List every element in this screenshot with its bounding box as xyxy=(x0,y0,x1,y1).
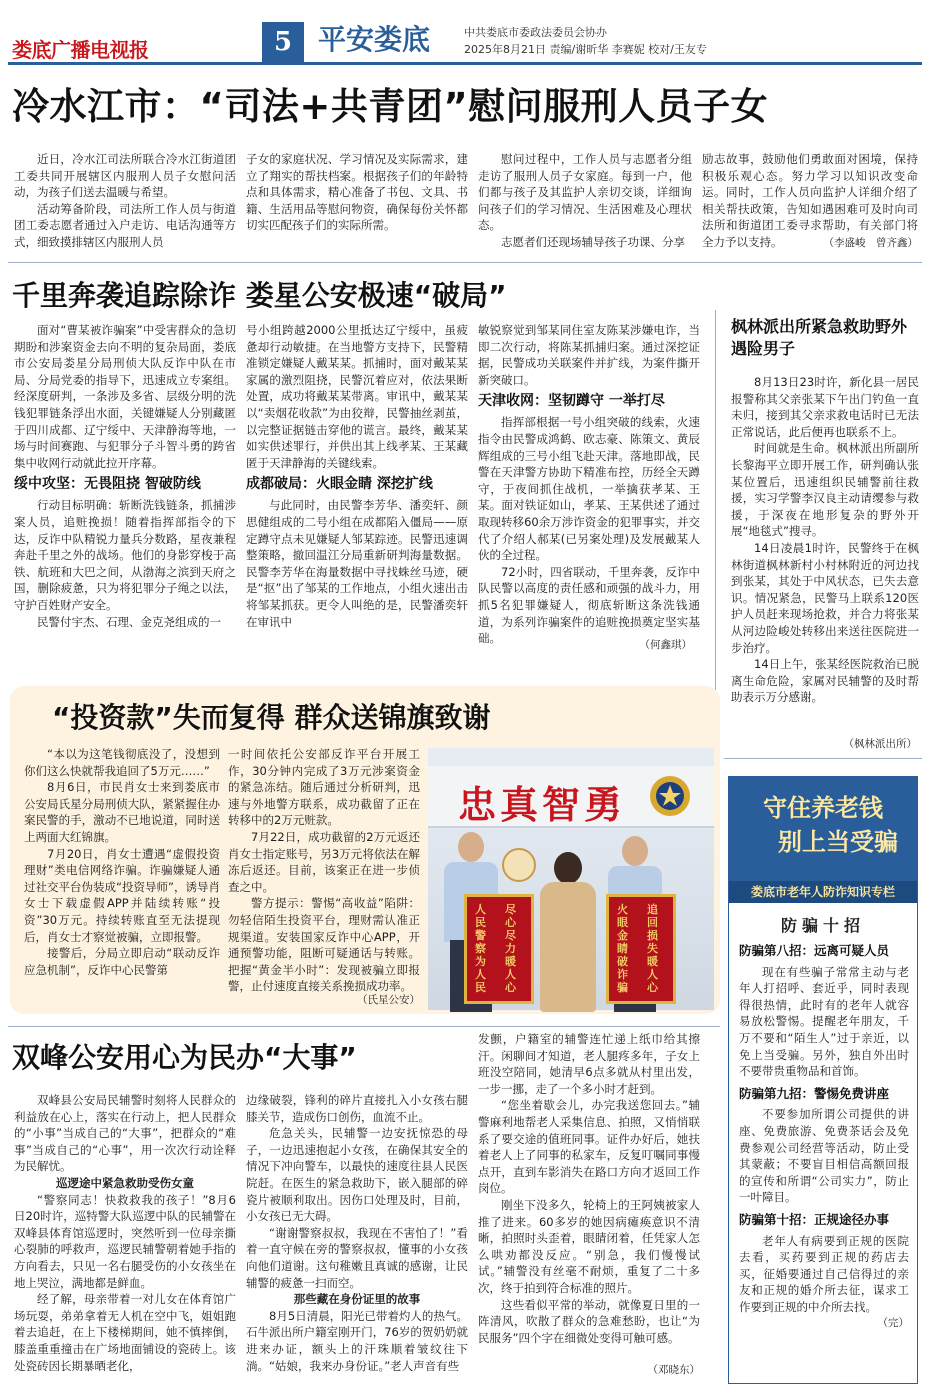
divider xyxy=(724,758,922,759)
article1-col3: 慰问过程中，工作人员与志愿者分组走访了服刑人员子女家庭。每到一户，他们都与孩子及其监护人亲切交谈，详细询问孩子们的学习情况、生活困难及心理状态。 志愿者们还现场辅导孩子功课、分享 xyxy=(478,152,692,249)
silk-banner-left-line1: 人民警察为人民 xyxy=(475,903,486,994)
antifraud-column xyxy=(728,776,918,1384)
antifraud-header xyxy=(729,777,917,903)
date-line: 2025年8月21日 责编/谢昕华 李赛妮 校对/王友专 xyxy=(464,43,707,56)
article5-byline: （邓晓东） xyxy=(647,1364,700,1376)
article2-subhead-1: 绥中攻坚：无畏阻挠 智破防线 xyxy=(14,476,201,493)
article5-subhead-2: 那些藏在身份证里的故事 xyxy=(293,1292,421,1307)
article1-col2: 子女的家庭状况、学习情况及实际需求，建立了翔实的帮扶档案。根据孩子们的年龄特点和具体需求，精心准备了书包、文具、书籍、生活用品等慰问物资，确保每份关怀都切实匹配孩子们的实际所需。 xyxy=(246,152,468,233)
article2-subhead-2: 成都破局：火眼金睛 深挖扩线 xyxy=(246,476,433,493)
article2-col3: 敏锐察觉到邹某同住室友陈某涉嫌电诈，当即二次行动，将陈某抓捕归案。通过深挖证据，民警成功关联案件并扩线，为案件撕开新突破口。 天津收网：坚韧蹲守 一举打尽 指挥部根据一号小组突破的线索，火速指令由民警成鸿鹤、欧志豪、陈策文、黄辰辉组成的三号小组飞赴天津。落地即战，民警在天津警方协助下精准布控，历经全天蹲守，于夜间抓住战机，一举擒获孝某、王某。面对铁证如山，孝某、王某供述了通过取现转移60余万涉诈资金的犯罪事实，并交代了介绍人郝某(已另案处理)及发展戴某人伙的全过程。 72小时，四省联动，千里奔袭，反诈中队民警以高度的责任感和顽强的战斗力，用抓5名犯罪嫌疑人，彻底斩断这条洗钱通道，为系列诈骗案件的追赃挽损奠定坚实基础。 xyxy=(478,323,700,646)
page-number: 5 xyxy=(262,22,304,62)
divider xyxy=(8,1026,720,1027)
article3-body: 8月13日23时许，新化县一居民报警称其父亲张某下午出门钓鱼一直未归，接到其父亲求救电话时已无法正常说话，此后便再也联系不上。 时间就是生命。枫林派出所副所长黎海平立即开展工作，研判确认张某位置后，迅速组织民辅警前往救援，实习学警李汉良主动请缨参与救援，于深夜在地形复杂的野外开展“地毯式”搜寻。 14日凌晨1时许，民警终于在枫林街道枫林新村小村林附近的河边找到张某，其处于中风状态，已失去意识。情况紧急，民警马上联系120医护人员赶来现场抢救，并合力将张某从河边险峻处转移出来送往医院进一步治疗。 14日上午，张某经医院救治已脱离生命危险，家属对民辅警的及时帮助表示万分感谢。 xyxy=(731,375,919,705)
police-emblem-icon xyxy=(648,774,692,818)
newspaper-logo: 娄底广播电视报 xyxy=(12,38,149,62)
ceremony-photo xyxy=(428,748,714,1010)
section-title: 平安娄底 xyxy=(318,23,431,56)
article4-byline: （氏星公安） xyxy=(357,994,420,1006)
article2-byline: （何鑫琪） xyxy=(639,639,692,651)
article2-col2: 号小组跨越2000公里抵达辽宁绥中，虽疲惫却行动敏捷。在当地警方支持下，民警精准锁定嫌疑人戴某某。抓捕时，面对戴某某家属的激烈阻挠，民警沉着应对，依法果断处置，成功将戴某某带离。审讯中，戴某某以“卖烟花收款”为由狡辩，民警抽丝剥茧，以完整证据链击穿他的谎言。最终，戴某某如实供述罪行，并供出其上线孝某、王某藏匿于天津静海的关键线索。 成都破局：火眼金睛 深挖扩线 与此同时，由民警李芳华、潘奕轩、颜思健组成的二号小组在成都陷入僵局——原定蹲守点未见嫌疑人邹某踪迹。民警迅速调整策略，撤回温江分局重新研判海量数据。民警李芳华在海量数据中寻找蛛丝马迹，硬是“抠”出了邹某的工作地点，小组火速出击将邹某抓获。更令人叫绝的是，民警潘奕轩在审讯中 xyxy=(246,323,468,629)
antifraud-tip-9: 防骗第九招：警惕免费讲座 xyxy=(739,1085,890,1101)
wall-banner-text: 忠真智勇 xyxy=(458,782,627,827)
antifraud-title-1: 守住养老钱 xyxy=(763,794,883,822)
antifraud-tip-8: 防骗第八招：远离可疑人员 xyxy=(739,943,890,958)
article5-col1: 双峰县公安局民辅警时刻将人民群众的利益放在心上，落实在行动上，把人民群众的“小事”当成自己的“大事”，把群众的“难事”当成自己的“心事”，用一次次行动诠释为民解忧。 巡逻途中紧急救助受伤女童 “警察同志！快救救我的孩子！”8月6日20时许，巡特警大队巡逻中队的民辅警在双峰县体育馆巡逻时，突然听到一位母亲撕心裂肺的呼救声，巡逻民辅警朝着她手指的方向看去，只见一名右腿受伤的小女孩坐在地上哭泣，满地都是鲜血。 经了解，母亲带着一对儿女在体育馆广场玩耍，弟弟拿着无人机在空中飞，姐姐跑着去追赶，在上下楼梯期间，她不慎摔倒，膝盖重重撞击在广场地面铺设的瓷砖上。该处瓷砖因长期暴晒老化， xyxy=(14,1093,236,1373)
antifraud-heading: 防骗十招 xyxy=(780,916,865,935)
woman-center xyxy=(538,852,598,1012)
article1-byline: （李盛峻 曾齐鑫） xyxy=(823,237,918,249)
article4-col1: “本以为这笔钱彻底没了，没想到你们这么快就帮我追回了5万元……” 8月6日，市民肖女士来到娄底市公安局氏星分局刑侦大队，紧紧握住办案民警的手，激动不已地说道，同时送上两面大红锦旗。 7月20日，肖女士遭遇“虚假投资理财”类电信网络诈骗。诈骗嫌疑人通过社交平台伪装成“投资导师”，诱导肖女士下载虚假APP并陆续转账“投资”30万元。持续转账直至无法提现后，肖女士才察觉被骗，立即报警。 接警后，分局立即启动“联动反诈应急机制”，反诈中心民警第 xyxy=(24,747,220,977)
article2-col1: 面对“曹某被诈骗案”中受害群众的急切期盼和涉案资金去向不明的复杂局面，娄底市公安局娄星分局刑侦大队反诈中队在市局、分局党委的指导下，迅速成立专案组。经深度研判，一条涉及多省、层级分明的洗钱犯罪链条浮出水面，关键嫌疑人分别藏匿于四川成都、辽宁绥中、天津静海等地，一场与时间赛跑、与犯罪分子斗智斗勇的跨省集中收网行动就此拉开序幕。 绥中攻坚：无畏阻挠 智破防线 行动目标明确：斩断洗钱链条，抓捕涉案人员，追赃挽损！随着指挥部指令的下达，反诈中队精锐力量兵分数路，星夜兼程奔赴千里之外的战场。他们的身影穿梭于高铁、航班和大巴之间，从渤海之滨到天府之国，删除疲惫，只为将犯罪分子绳之以法，守护百姓财产安全。 民警付宇杰、石理、金克尧组成的一 xyxy=(14,323,236,629)
silk-banner-left xyxy=(464,894,534,1004)
article1-col1: 近日，冷水江司法所联合冷水江街道团工委共同开展辖区内服刑人员子女慰问活动，为孩子们送去温暖与希望。 活动筹备阶段，司法所工作人员与街道团工委志愿者通过入户走访、电话沟通等方式，细致摸排辖区内服刑人员 xyxy=(14,152,236,249)
antifraud-title-2: 别上当受骗 xyxy=(778,828,898,856)
silk-banner-right-line2: 追回损失暖人心 xyxy=(647,903,658,994)
column-divider xyxy=(715,310,716,754)
article5-col3: 发颤，户籍室的辅警连忙递上纸巾给其擦汗。闲聊间才知道，老人腿疼多年，子女上班没空陪同，她清早6点多就从村里出发，一步一挪，走了一个多小时才赶到。 “您坐着歇会儿，办完我送您回去。”辅警麻利地帮老人采集信息、拍照，又悄悄联系了要交途的值班同事。证件办好后，她扶着老人上了同事的私家车，反复叮嘱同事慢点开，直到车影消失在路口方向才返回工作岗位。 刚坐下没多久，轮椅上的王阿姨被家人推了进来。60多岁的她因病瘫痪意识不清晰，拍照时头歪着，眼睛闭着，任凭家人怎么哄劝都没反应。“别急，我们慢慢试试。”辅警没有丝毫不耐烦，重复了二十多次，终于拍到符合标准的照片。 这些看似平常的举动，就像夏日里的一阵清风，吹散了群众的急难愁盼，也让“为民服务”四个字在细微处变得可触可感。 xyxy=(478,1032,700,1345)
article4-col2: 一时间依托公安部反诈平台开展工作，30分钟内完成了3万元涉案资金的紧急冻结。随后通过分析研判，迅速与外地警方联系，成功截留了正在转移中的2万元赃款。 7月22日，成功截留的2万元返还肖女士指定账号，另3万元将依法在解冻后返还。目前，该案正在进一步侦查之中。 警方提示：警惕“高收益”陷阱：勿轻信陌生投资平台，理财需认准正规渠道。安装国家反诈中心APP，开通预警功能，阻断可疑通话与转账。把握“黄金半小时”：发现被骗立即报警，止付速度直接关系挽损成功率。 xyxy=(228,747,420,994)
silk-banner-left-line2: 尽心尽力暖人心 xyxy=(505,903,516,994)
article2-subhead-3: 天津收网：坚韧蹲守 一举打尽 xyxy=(478,393,665,410)
article3-byline: （枫林派出所） xyxy=(843,738,917,750)
antifraud-body: 防骗第八招：远离可疑人员 现在有些骗子常常主动与老年人打招呼、套近乎，同时表现得很热情，此时有的老年人就容易放松警惕。提醒老年朋友，千万不要和“陌生人”过于亲近，以免上当受骗。另外，独自外出时不要带贵重物品和首饰。 防骗第九招：警惕免费讲座 不要参加所谓公司提供的讲座、免费旅游、免费茶话会及免费参观公司经营等活动，防止受其蒙蔽；不要盲目相信高额回报的宣传和所谓“公司实力”，防止一叶障目。 防骗第十招：正规途径办事 老年人有病要到正规的医院去看，买药要到正规的药店去买，征婚要通过自己信得过的亲友和正规的婚介所去征，谋求工作要到正规的中介所去找。 （完） xyxy=(739,939,909,1379)
assist-line: 中共娄底市委政法委员会协办 xyxy=(464,26,607,39)
article2-headline: 千里奔袭追踪除诈 娄星公安极速“破局” xyxy=(12,279,507,312)
silk-banner-right xyxy=(606,894,676,1004)
article5-subhead-1: 巡逻途中紧急救助受伤女童 xyxy=(56,1175,194,1190)
antifraud-end: （完） xyxy=(877,1317,909,1330)
article1-headline: 冷水江市：“司法+共青团”慰问服刑人员子女 xyxy=(12,85,769,128)
article1-col4: 励志故事，鼓励他们勇敢面对困境，保持积极乐观心态。努力学习以知识改变命运。同时，工作人员向监护人详细介绍了相关帮扶政策，告知如遇困难可及时向司法所和街道团工委寻求帮助，有关部门将全力予以支持。 xyxy=(702,152,918,249)
article3-headline: 枫林派出所紧急救助野外遇险男子 xyxy=(731,317,908,358)
silk-banner-right-line1: 火眼金睛破诈骗 xyxy=(617,903,628,994)
masthead-rule xyxy=(8,62,922,65)
divider xyxy=(8,262,922,263)
antifraud-subtitle: 娄底市老年人防诈知识专栏 xyxy=(729,881,917,903)
article4-headline: “投资款”失而复得 群众送锦旗致谢 xyxy=(52,701,491,734)
article5-headline: 双峰公安用心为民办“大事” xyxy=(12,1041,357,1074)
antifraud-tip-10: 防骗第十招：正规途径办事 xyxy=(739,1211,890,1227)
mascot-dog-icon xyxy=(502,848,536,882)
article5-col2: 边缘破裂，锋利的碎片直接扎入小女孩右腿膝关节，造成伤口创伤，血流不止。 危急关头，民辅警一边安抚惊恐的母子，一边迅速抱起小女孩，在确保其安全的情况下冲向警车，以最快的速度往县人民医院赶。在医生的紧急救助下，嵌入腿部的碎瓷片被顺利取出。因伤口处理及时，目前，小女孩已无大碍。 “谢谢警察叔叔，我现在不害怕了！”看着一直守候在旁的警察叔叔，懂事的小女孩向他们道谢。这句稚嫩且真诚的感谢，让民辅警的疲惫一扫而空。 那些藏在身份证里的故事 8月5日清晨，阳光已带着灼人的热气。石牛派出所户籍室刚开门，76岁的贺奶奶就进来办证，额头上的汗珠顺着皱纹往下淌。“姑娘，我来办身份证。”老人声音有些 xyxy=(246,1093,468,1373)
